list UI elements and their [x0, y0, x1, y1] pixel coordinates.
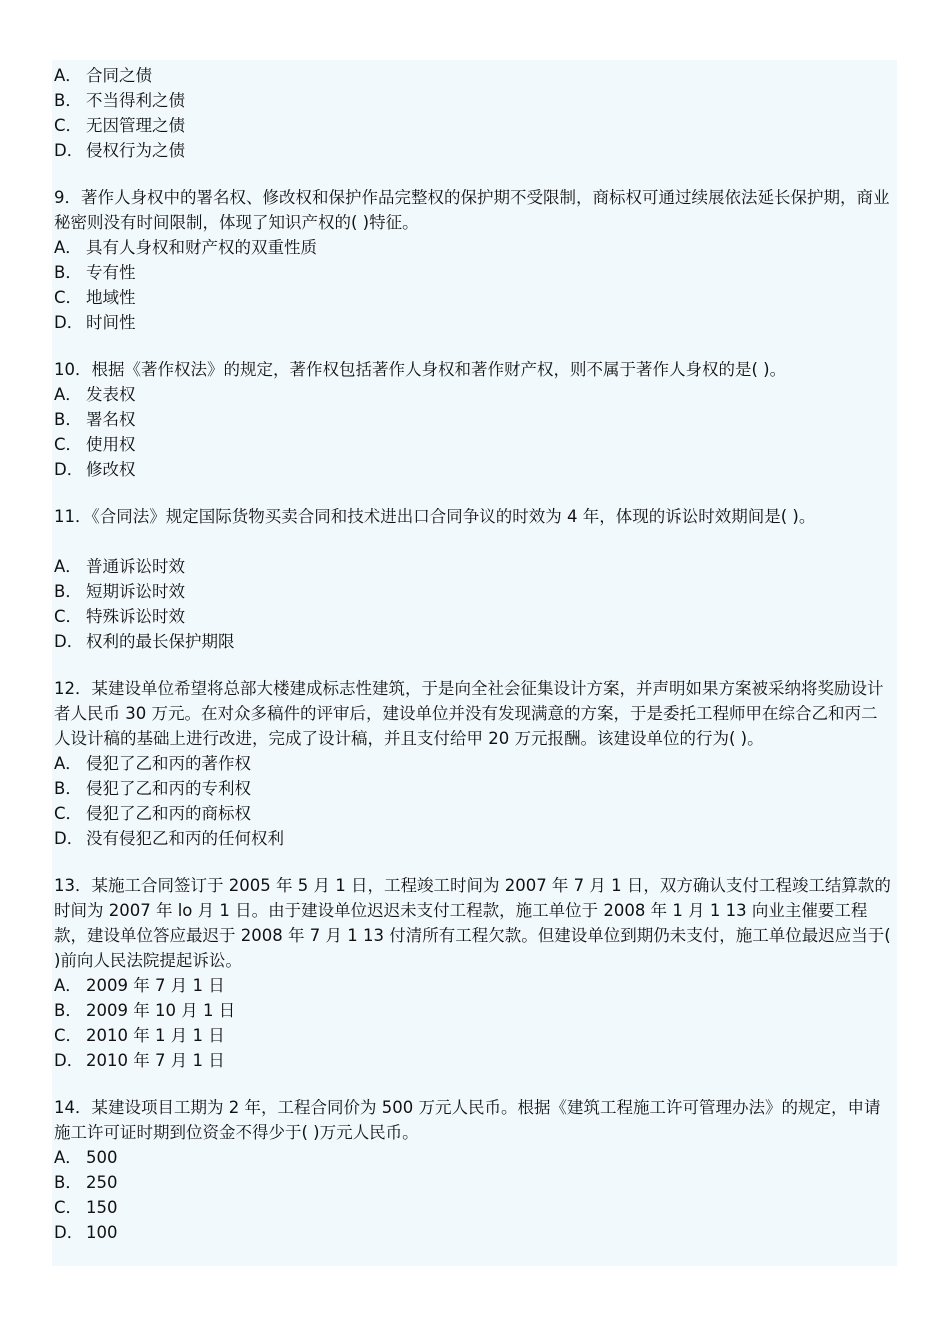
- option-b: B． 侵犯了乙和丙的专利权: [54, 779, 251, 798]
- question-stem: 10．根据《著作权法》的规定，著作权包括著作人身权和著作财产权，则不属于著作人身权的是( )。: [54, 360, 787, 379]
- option-d: D． 100: [54, 1223, 118, 1242]
- option-b: B． 署名权: [54, 410, 136, 429]
- option-c: C． 2010 年 1 月 1 日: [54, 1026, 225, 1045]
- option-d: D． 没有侵犯乙和丙的任何权利: [54, 829, 284, 848]
- option-b: B． 不当得利之债: [54, 91, 185, 110]
- question-11: [54, 504, 897, 654]
- question-9: [54, 185, 897, 335]
- option-a: A． 2009 年 7 月 1 日: [54, 976, 225, 995]
- option-b: B． 短期诉讼时效: [54, 582, 185, 601]
- question-14: [54, 1095, 897, 1245]
- option-b: B． 250: [54, 1173, 118, 1192]
- option-d: D． 时间性: [54, 313, 136, 332]
- option-d: D． 权利的最长保护期限: [54, 632, 235, 651]
- option-a: A． 500: [54, 1148, 118, 1167]
- question-12: [54, 676, 897, 851]
- option-a: A． 具有人身权和财产权的双重性质: [54, 238, 317, 257]
- question-stem: 11．《合同法》规定国际货物买卖合同和技术进出口合同争议的时效为 4 年，体现的诉讼时效期间是( )。: [54, 507, 816, 526]
- document-page: [52, 60, 897, 1266]
- question-stem: 9．著作人身权中的署名权、修改权和保护作品完整权的保护期不受限制，商标权可通过续展依法延长保护期，商业秘密则没有时间限制，体现了知识产权的( )特征。: [54, 188, 890, 232]
- option-d: D． 修改权: [54, 460, 136, 479]
- option-a: A． 合同之债: [54, 66, 152, 85]
- question-stem: 13．某施工合同签订于 2005 年 5 月 1 日，工程竣工时间为 2007 年 7 月 1 日，双方确认支付工程竣工结算款的时间为 2007 年 lo 月 1 日。由于建设单位迟迟未支付工程款，施工单位于 2008 年 1 月 1 13 向业主催要工程款，建设单位答应最迟于 2008 年 7 月 1 13 付清所有工程欠款。但建设单位到期仍未支付，施工单位最迟应当于( )前向人民法院提起诉讼。: [54, 876, 891, 970]
- question-8: [54, 63, 897, 163]
- option-d: D． 2010 年 7 月 1 日: [54, 1051, 225, 1070]
- option-b: B． 2009 年 10 月 1 日: [54, 1001, 236, 1020]
- option-c: C． 使用权: [54, 435, 136, 454]
- option-a: A． 普通诉讼时效: [54, 557, 185, 576]
- question-stem: 12．某建设单位希望将总部大楼建成标志性建筑，于是向全社会征集设计方案，并声明如果方案被采纳将奖励设计者人民币 30 万元。在对众多稿件的评审后，建设单位并没有发现满意的方案，于是委托工程师甲在综合乙和丙二人设计稿的基础上进行改进，完成了设计稿，并且支付给甲 20 万元报酬。该建设单位的行为( )。: [54, 679, 884, 748]
- option-c: C． 150: [54, 1198, 118, 1217]
- option-c: C． 地域性: [54, 288, 136, 307]
- option-a: A． 发表权: [54, 385, 136, 404]
- question-10: [54, 357, 897, 482]
- question-stem: 14．某建设项目工期为 2 年，工程合同价为 500 万元人民币。根据《建筑工程施工许可管理办法》的规定，申请施工许可证时期到位资金不得少于( )万元人民币。: [54, 1098, 881, 1142]
- option-c: C． 无因管理之债: [54, 116, 185, 135]
- option-c: C． 特殊诉讼时效: [54, 607, 185, 626]
- option-b: B． 专有性: [54, 263, 136, 282]
- option-d: D． 侵权行为之债: [54, 141, 185, 160]
- question-13: [54, 873, 897, 1073]
- option-a: A． 侵犯了乙和丙的著作权: [54, 754, 251, 773]
- option-c: C． 侵犯了乙和丙的商标权: [54, 804, 251, 823]
